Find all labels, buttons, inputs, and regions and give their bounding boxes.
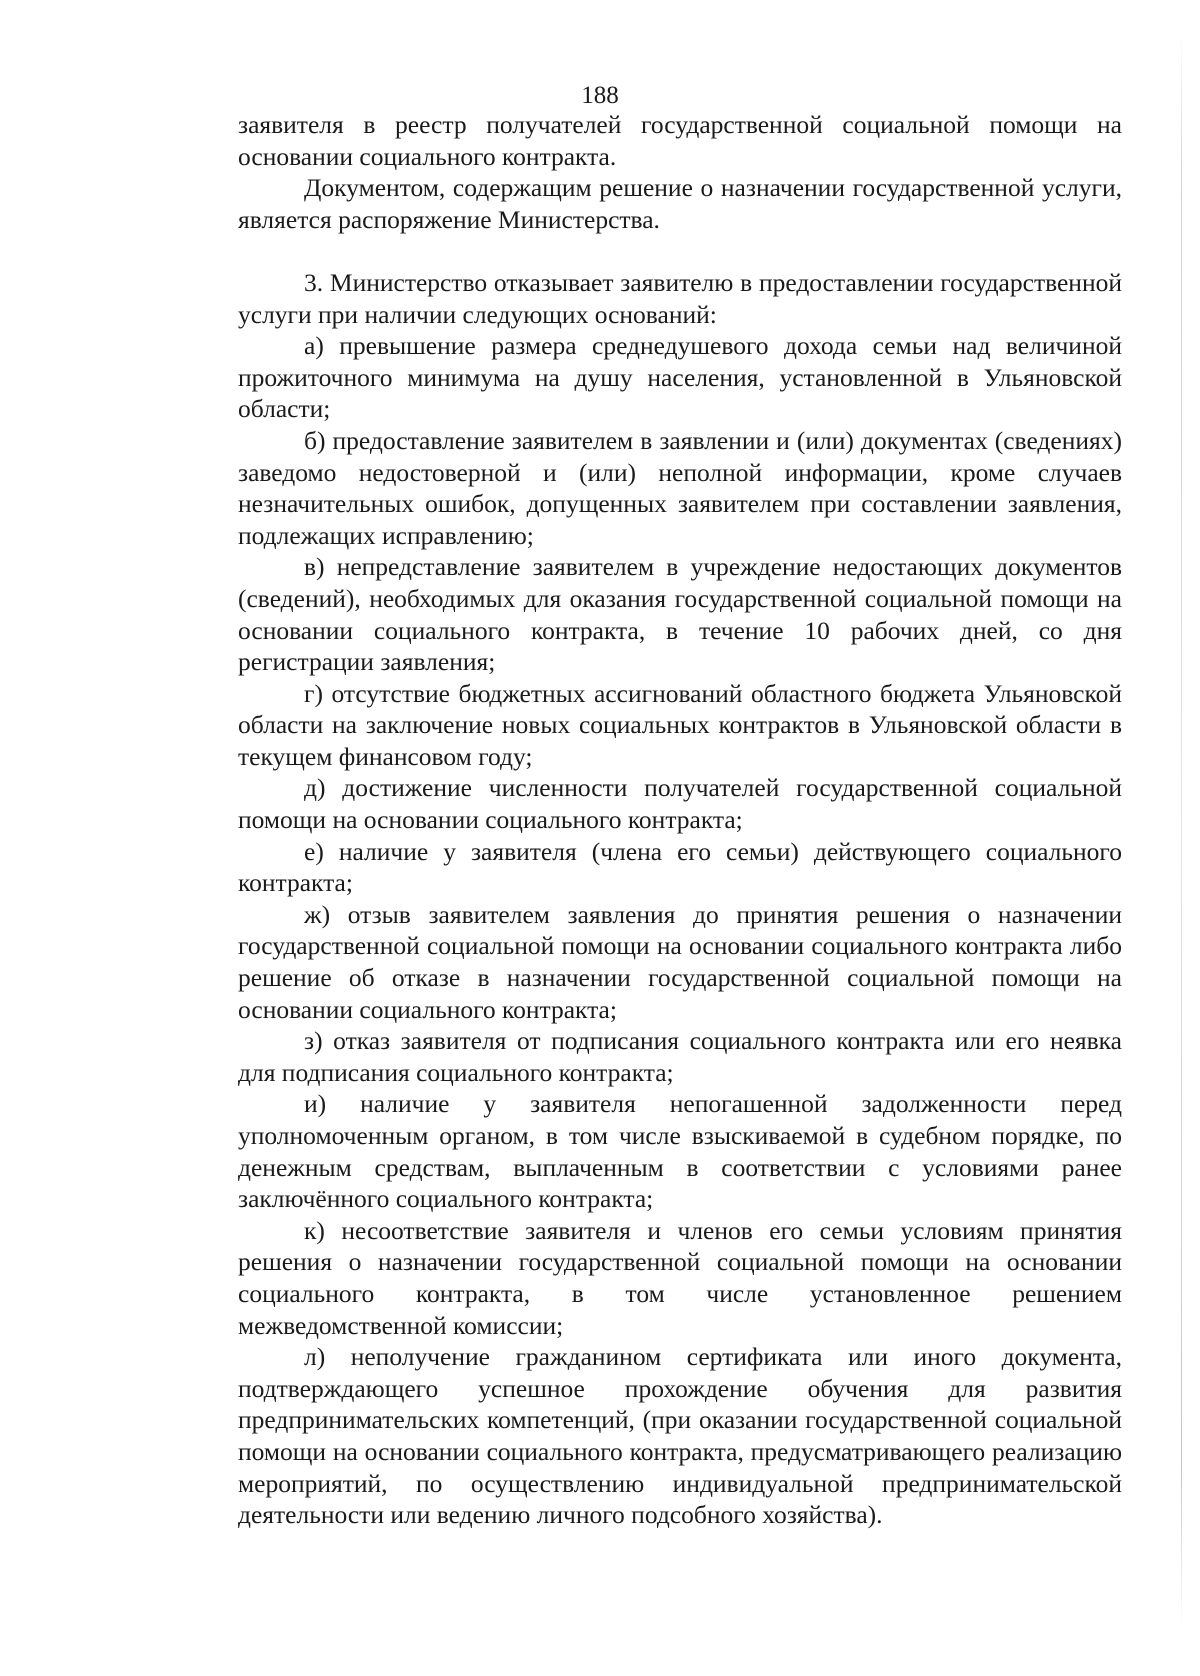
scan-edge-line: [1181, 30, 1182, 1630]
list-item-b: б) предоставление заявителем в заявлении и (или) документах (сведениях) заведомо недостоверной и (или) неполной информации, кроме случаев незначительных ошибок, допущенных заявителем при составлении заявления, подлежащих исправлению;: [238, 425, 1122, 550]
list-item-a: а) превышение размера среднедушевого дохода семьи над величиной прожиточного минимума на душу населения, установленной в Ульяновской области;: [238, 331, 1122, 424]
paragraph-spacer: [238, 235, 1122, 267]
paragraph-continuation: заявителя в реестр получателей государственной социальной помощи на основании социального контракта.: [238, 110, 1122, 171]
list-item-z: з) отказ заявителя от подписания социального контракта или его неявка для подписания социального контракта;: [238, 1026, 1122, 1087]
page-number: 188: [581, 82, 619, 109]
list-item-d: д) достижение численности получателей государственной социальной помощи на основании социального контракта;: [238, 773, 1122, 835]
document-body: [238, 109, 1122, 1531]
list-item-g: г) отсутствие бюджетных ассигнований областного бюджета Ульяновской области на заключение новых социальных контрактов в Ульяновской области в текущем финансовом году;: [238, 678, 1122, 771]
list-item-k: к) несоответствие заявителя и членов его семьи условиям принятия решения о назначении государственной социальной помощи на основании социального контракта, в том числе установленное решением межведомственной комиссии;: [238, 1215, 1122, 1340]
list-item-i: и) наличие у заявителя непогашенной задолженности перед уполномоченным органом, в том числе взыскиваемой в судебном порядке, по денежным средствам, выплаченным в соответствии с условиями ранее заключённого социального контракта;: [238, 1089, 1122, 1214]
list-item-zh: ж) отзыв заявителем заявления до принятия решения о назначении государственной социальной помощи на основании социального контракта либо решение об отказе в назначении государственной социальной помощи на основании социального контракта;: [238, 899, 1122, 1024]
list-item-e: е) наличие у заявителя (члена его семьи) действующего социального контракта;: [238, 836, 1122, 898]
paragraph-refusal-intro: 3. Министерство отказывает заявителю в предоставлении государственной услуги при наличии следующих оснований:: [238, 267, 1122, 329]
paragraph-decision-document: Документом, содержащим решение о назначении государственной услуги, является распоряжение Министерства.: [238, 173, 1122, 234]
list-item-v: в) непредставление заявителем в учреждение недостающих документов (сведений), необходимых для оказания государственной социальной помощи на основании социального контракта, в течение 10 рабочих дней, со дня регистрации заявления;: [238, 552, 1122, 677]
list-item-l: л) неполучение гражданином сертификата или иного документа, подтверждающего успешное прохождение обучения для развития предпринимательских компетенций, (при оказании государственной социальной помощи на основании социального контракта, предусматривающего реализацию мероприятий, по осуществлению индивидуальной предпринимательской деятельности или ведению личного подсобного хозяйства).: [238, 1342, 1122, 1530]
